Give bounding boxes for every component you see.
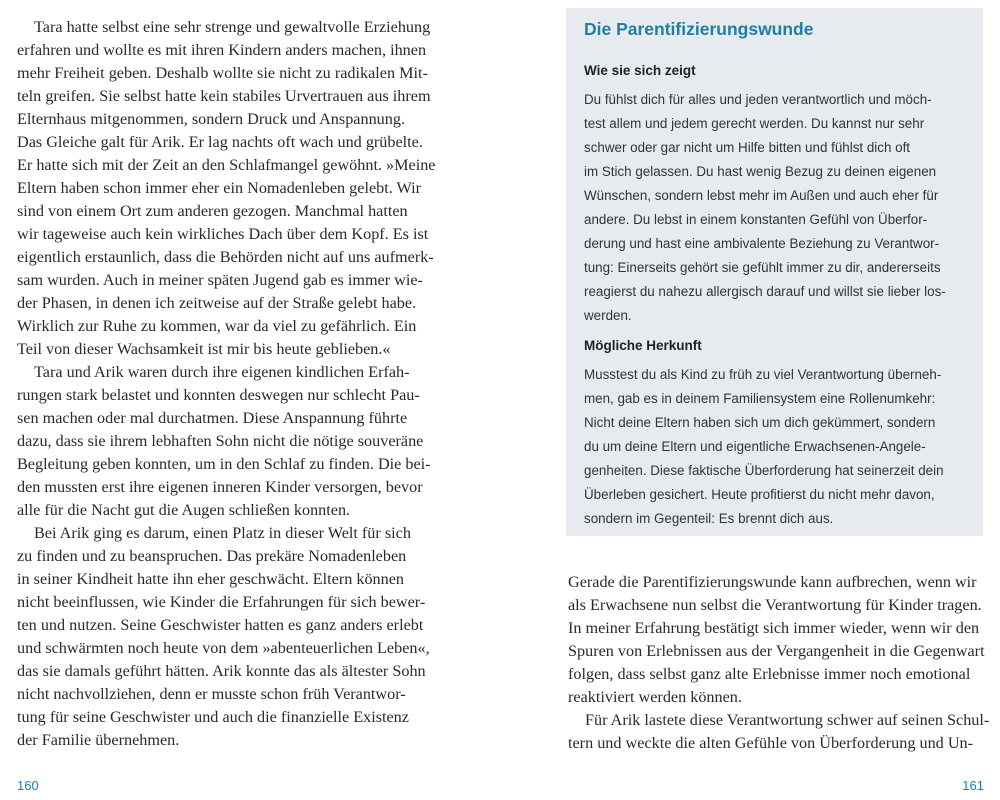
box-line: derung und hast eine ambivalente Beziehung zu Verantwor- xyxy=(584,236,940,251)
right-page xyxy=(500,0,1000,800)
text-line: In meiner Erfahrung bestätigt sich immer wieder, wenn wir den xyxy=(568,619,980,637)
text-line: folgen, dass selbst ganz alte Erlebnisse immer noch emotional xyxy=(568,665,971,683)
text-line: das sie damals geführt hätten. Arik konnte das als ältester Sohn xyxy=(17,662,426,680)
text-line: nicht beeinflussen, wie Kinder die Erfahrungen für sich bewer- xyxy=(17,593,426,611)
text-line: der Phasen, in denen ich zeitweise auf der Straße gelebt habe. xyxy=(17,294,417,312)
text-line: der Familie übernehmen. xyxy=(17,731,180,749)
text-line: eigentlich erstaunlich, dass die Behörden nicht auf uns aufmerk- xyxy=(17,248,434,266)
text-line: Gerade die Parentifizierungswunde kann aufbrechen, wenn wir xyxy=(568,573,977,591)
box-line: sondern im Gegenteil: Es brennt dich aus. xyxy=(584,511,834,526)
box-line: Überleben gesichert. Heute profitierst du nicht mehr davon, xyxy=(584,487,935,502)
box-line: Nicht deine Eltern haben sich um dich gekümmert, sondern xyxy=(584,415,936,430)
text-line: ten und nutzen. Seine Geschwister hatten es ganz anders erlebt xyxy=(17,616,424,634)
box-line: Du fühlst dich für alles und jeden verantwortlich und möch- xyxy=(584,92,932,107)
box-title: Die Parentifizierungswunde xyxy=(584,19,814,39)
text-line: Tara hatte selbst eine sehr strenge und gewaltvolle Erziehung xyxy=(34,18,431,36)
text-line: Spuren von Erlebnissen aus der Vergangenheit in die Gegenwart xyxy=(568,642,985,660)
box-line: Wünschen, sondern lebst mehr im Außen und auch eher für xyxy=(584,188,939,203)
text-line: tung für seine Geschwister und auch die finanzielle Existenz xyxy=(17,708,409,726)
text-line: in seiner Kindheit hatte ihn eher geschwächt. Eltern können xyxy=(17,570,405,588)
text-line: Wirklich zur Ruhe zu kommen, war da viel zu gefährlich. Ein xyxy=(17,317,417,335)
box-line: andere. Du lebst in einem konstanten Gefühl von Überfor- xyxy=(584,212,928,227)
text-line: Elternhaus mitgenommen, sondern Druck und Anspannung. xyxy=(17,110,405,128)
text-line: Begleitung geben konnten, um in den Schlaf zu finden. Die bei- xyxy=(17,455,431,473)
text-line: erfahren und wollte es mit ihren Kindern anders machen, ihnen xyxy=(17,41,427,59)
text-line: als Erwachsene nun selbst die Verantwortung für Kinder tragen. xyxy=(568,596,982,614)
text-line: mehr Freiheit geben. Deshalb wollte sie nicht zu radikalen Mit- xyxy=(17,64,428,82)
text-line: Das Gleiche galt für Arik. Er lag nachts oft wach und grübelte. xyxy=(17,133,423,151)
text-line: Eltern haben schon immer eher ein Nomadenleben gelebt. Wir xyxy=(17,179,422,197)
text-line: nicht nachvollziehen, denn er musste schon früh Verantwor- xyxy=(17,685,406,703)
box-line: tung: Einerseits gehört sie gefühlt immer zu dir, andererseits xyxy=(584,260,941,275)
text-line: sen machen oder mal durchatmen. Diese Anspannung führte xyxy=(17,409,408,427)
box-heading-origin: Mögliche Herkunft xyxy=(584,338,702,353)
box-line: im Stich gelassen. Du hast wenig Bezug zu deinen eigenen xyxy=(584,164,937,179)
text-line: Er hatte sich mit der Zeit an den Schlafmangel gewöhnt. »Meine xyxy=(17,156,436,174)
text-line: Bei Arik ging es darum, einen Platz in dieser Welt für sich xyxy=(34,524,411,542)
box-line: test allem und jedem gerecht werden. Du kannst nur sehr xyxy=(584,116,925,131)
text-line: reaktiviert werden können. xyxy=(568,688,742,706)
text-line: rungen stark belastet und konnten deswegen nur schlecht Pau- xyxy=(17,386,420,404)
text-line: und schwärmten noch heute von dem »abenteuerlichen Leben«, xyxy=(17,639,430,657)
box-heading-symptoms: Wie sie sich zeigt xyxy=(584,63,696,78)
page-number-left: 160 xyxy=(17,778,39,793)
box-line: men, gab es in deinem Familiensystem eine Rollenumkehr: xyxy=(584,391,936,406)
text-line: wir tageweise auch kein wirkliches Dach über dem Kopf. Es ist xyxy=(17,225,429,243)
box-line: genheiten. Diese faktische Überforderung hat seinerzeit dein xyxy=(584,463,944,478)
text-line: Für Arik lastete diese Verantwortung schwer auf seinen Schul- xyxy=(585,711,990,729)
box-line: werden. xyxy=(584,308,632,323)
text-line: tern und weckte die alten Gefühle von Überforderung und Un- xyxy=(568,734,973,752)
page-number-right: 161 xyxy=(962,778,984,793)
text-line: den mussten erst ihre eigenen inneren Kinder versorgen, bevor xyxy=(17,478,423,496)
box-line: reagierst du nahezu allergisch darauf und willst sie lieber los- xyxy=(584,284,946,299)
text-line: dazu, dass sie ihrem lebhaften Sohn nicht die nötige souveräne xyxy=(17,432,424,450)
box-line: du um deine Eltern und eigentliche Erwachsenen-Angele- xyxy=(584,439,926,454)
text-line: teln greifen. Sie selbst hatte kein stabiles Urvertrauen aus ihrem xyxy=(17,87,431,105)
box-line: schwer oder gar nicht um Hilfe bitten und fühlst dich oft xyxy=(584,140,911,155)
text-line: Tara und Arik waren durch ihre eigenen kindlichen Erfah- xyxy=(34,363,410,381)
text-line: Teil von dieser Wachsamkeit ist mir bis heute geblieben.« xyxy=(17,340,391,358)
text-line: sind von einem Ort zum anderen gezogen. Manchmal hatten xyxy=(17,202,408,220)
text-line: zu finden und zu beanspruchen. Das prekäre Nomadenleben xyxy=(17,547,407,565)
text-line: alle für die Nacht gut die Augen schließen konnten. xyxy=(17,501,351,519)
box-line: Musstest du als Kind zu früh zu viel Verantwortung überneh- xyxy=(584,367,942,382)
text-line: sam wurden. Auch in meiner späten Jugend gab es immer wie- xyxy=(17,271,423,289)
